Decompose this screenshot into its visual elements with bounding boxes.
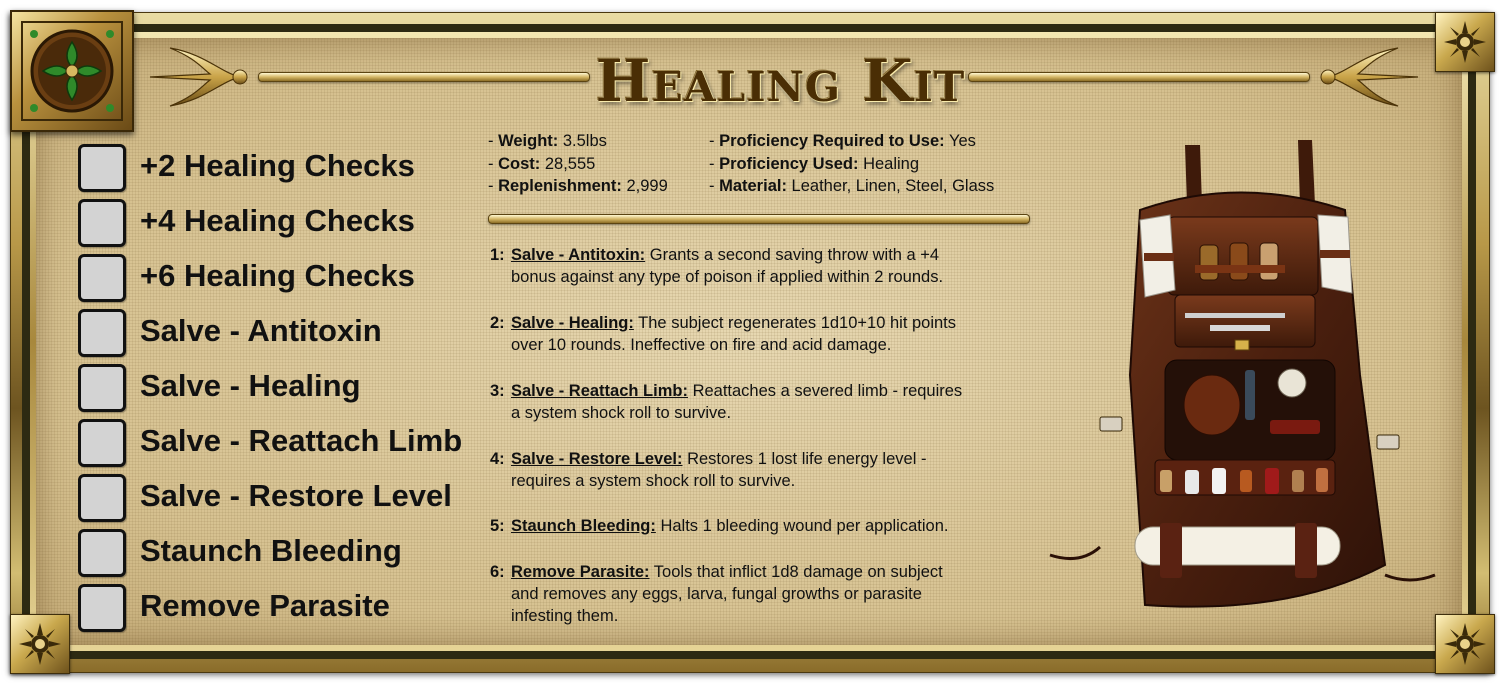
checklist-label: Salve - Healing	[140, 368, 361, 403]
entry-name: Salve - Antitoxin:	[511, 246, 646, 264]
stat-key: Material:	[719, 177, 787, 195]
entry-text: a system shock roll to survive.	[511, 404, 732, 422]
checklist-item	[78, 197, 478, 252]
entry-text: The subject regenerates 1d10+10 hit points	[638, 314, 957, 332]
checklist-item	[78, 142, 478, 197]
stat-dash: -	[709, 177, 720, 195]
checklist-label: Salve - Restore Level	[140, 478, 452, 513]
stat-dash: -	[488, 177, 499, 195]
entry-number: 1:	[490, 246, 505, 264]
checkbox[interactable]	[78, 529, 126, 577]
entry-text: requires a system shock roll to survive.	[511, 472, 796, 490]
checkbox[interactable]	[78, 474, 126, 522]
stats-right	[709, 130, 994, 198]
entry-name: Salve - Healing:	[511, 314, 634, 332]
stat-replenishment	[488, 175, 668, 198]
entry-name: Staunch Bleeding:	[511, 517, 656, 535]
healing-kit-illustration	[1040, 135, 1440, 620]
checkbox[interactable]	[78, 419, 126, 467]
checklist-label: Salve - Reattach Limb	[140, 423, 463, 458]
stat-dash: -	[488, 132, 499, 150]
stat-dash: -	[488, 154, 499, 173]
stat-value: 2,999	[626, 177, 668, 195]
entry-number: 2:	[490, 314, 505, 332]
entry-number: 5:	[490, 517, 505, 535]
checkbox[interactable]	[78, 144, 126, 192]
checklist-label: Remove Parasite	[140, 588, 390, 623]
checklist-label: +6 Healing Checks	[140, 258, 415, 293]
entry-text: infesting them.	[511, 607, 619, 625]
stat-dash: -	[709, 154, 720, 173]
entry-text: Restores 1 lost life energy level -	[687, 450, 927, 468]
stat-proficiency-required	[709, 130, 994, 153]
stat-value: Leather, Linen, Steel, Glass	[791, 177, 995, 195]
title-rule-right	[968, 72, 1310, 82]
entry-text: Tools that inflict 1d8 damage on subject	[653, 563, 943, 581]
fleur-flourish-icon	[140, 44, 250, 110]
checkbox[interactable]	[78, 309, 126, 357]
entry-name: Salve - Reattach Limb:	[511, 382, 688, 400]
checkbox[interactable]	[78, 364, 126, 412]
celtic-knot-emblem-icon	[10, 10, 134, 132]
sun-ornament-icon	[1435, 12, 1495, 72]
entry-text: and removes any eggs, larva, fungal growths or parasite	[511, 585, 922, 603]
stat-key: Replenishment:	[498, 177, 622, 195]
checklist-item	[78, 307, 478, 362]
fleur-flourish-icon	[1318, 44, 1428, 110]
title-rule-left	[258, 72, 590, 82]
stat-value: Yes	[948, 132, 976, 150]
stat-key: Proficiency Required to Use:	[719, 132, 945, 150]
checklist-item	[78, 417, 478, 472]
stat-value: 28,555	[544, 154, 596, 173]
checklist-item	[78, 252, 478, 307]
checkbox[interactable]	[78, 254, 126, 302]
stat-weight	[488, 130, 668, 153]
stats-divider	[488, 214, 1030, 224]
entry-text: over 10 rounds. Ineffective on fire and acid damage.	[511, 336, 892, 354]
stat-cost	[488, 153, 668, 176]
stat-key: Weight:	[498, 132, 559, 150]
entry-number: 3:	[490, 382, 505, 400]
entry-text: Reattaches a severed limb - requires	[692, 382, 963, 400]
checkbox[interactable]	[78, 199, 126, 247]
stats-left	[488, 130, 668, 198]
checkbox[interactable]	[78, 584, 126, 632]
checklist-item	[78, 527, 478, 582]
sun-ornament-icon	[10, 614, 70, 674]
stat-dash: -	[709, 132, 720, 150]
entry-number: 6:	[490, 563, 505, 581]
checklist-label: Staunch Bleeding	[140, 533, 402, 568]
checklist-label: +4 Healing Checks	[140, 203, 415, 238]
entry-text: bonus against any type of poison if applied within 2 rounds.	[511, 268, 944, 286]
checklist-item	[78, 582, 478, 637]
entry-name: Salve - Restore Level:	[511, 450, 683, 468]
entry-name: Remove Parasite:	[511, 563, 650, 581]
checklist-label: +2 Healing Checks	[140, 148, 415, 183]
checklist-label: Salve - Antitoxin	[140, 313, 382, 348]
stat-value: Healing	[863, 154, 920, 173]
entry-text: Grants a second saving throw with a +4	[649, 246, 940, 264]
stat-key: Cost:	[498, 154, 541, 173]
entry-number: 4:	[490, 450, 505, 468]
checklist-item	[78, 472, 478, 527]
page-title: Healing Kit	[595, 47, 966, 115]
stat-material	[709, 175, 994, 198]
sun-ornament-icon	[1435, 614, 1495, 674]
stat-value: 3.5lbs	[562, 132, 607, 150]
stat-proficiency-used	[709, 153, 994, 176]
stat-key: Proficiency Used:	[719, 154, 859, 173]
entry-text: Halts 1 bleeding wound per application.	[660, 517, 949, 535]
checklist-item	[78, 362, 478, 417]
